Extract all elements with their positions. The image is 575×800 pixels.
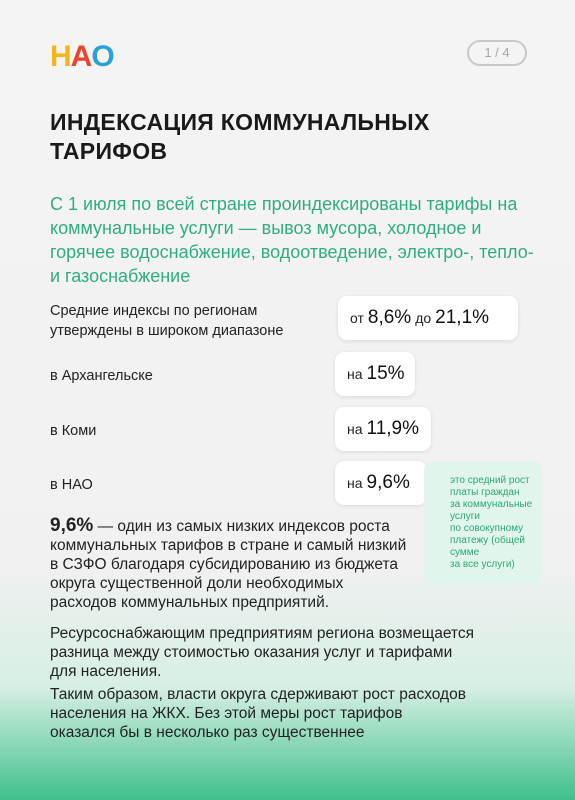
highlight-value: 9,6%: [50, 515, 94, 536]
index-value: 11,9%: [366, 418, 419, 439]
conclusion-text: [50, 685, 550, 742]
para-line: Таким образом, власти округа сдерживают рост расходов: [50, 686, 466, 703]
page-title: ИНДЕКСАЦИЯ КОММУНАЛЬНЫХ ТАРИФОВ: [50, 109, 430, 164]
page-indicator: 1 / 4: [467, 40, 527, 66]
row-label-regions: [50, 301, 283, 341]
para-line: разница между стоимостью оказания услуг и тарифами: [50, 644, 453, 661]
index-card-komi: [335, 407, 431, 451]
para-line: расходов коммунальных предприятий.: [50, 594, 330, 611]
brand-logo: [50, 42, 114, 72]
note-line: платы граждан: [450, 487, 520, 498]
index-prefix: на: [347, 421, 363, 437]
note-line: это средний рост: [450, 475, 530, 486]
note-line: по совокупному: [450, 523, 524, 534]
row-label-line: утверждены в широком диапазоне: [50, 323, 284, 339]
index-prefix: на: [347, 475, 363, 491]
logo-letter-1: Н: [50, 40, 71, 73]
row-label-komi: в Коми: [50, 423, 97, 439]
range-from-prefix: от: [350, 310, 364, 326]
para-line: — один из самых низких индексов роста: [93, 518, 390, 535]
logo-letter-3: О: [91, 40, 114, 73]
index-prefix: на: [347, 366, 363, 382]
para-line: в СЗФО благодаря субсидированию из бюджета: [50, 556, 399, 573]
para-line: коммунальных тарифов в стране и самый низкий: [50, 537, 407, 554]
index-value: 9,6%: [366, 472, 410, 493]
logo-letter-2: А: [70, 40, 92, 73]
para-line: населения на ЖКХ. Без этой меры рост тарифов: [50, 705, 403, 722]
row-label-line: Средние индексы по регионам: [50, 303, 258, 319]
compensation-text: [50, 624, 550, 681]
row-label-nao: в НАО: [50, 477, 93, 493]
index-range-card: [338, 296, 518, 340]
range-to-prefix: до: [415, 310, 432, 326]
row-label-arkhangelsk: в Архангельске: [50, 368, 153, 384]
note-line: платежу (общей: [450, 535, 525, 546]
para-line: оказался бы в несколько раз существеннее: [50, 724, 365, 741]
para-line: для населения.: [50, 663, 162, 680]
range-to-value: 21,1%: [435, 307, 490, 328]
index-value: 15%: [366, 363, 405, 384]
lead-text: С 1 июля по всей стране проиндексированы тарифы на коммунальные услуги — вывоз мусора, холодное и горячее водоснабжение, водоотведение, электро-, тепло- и газоснабжение: [50, 194, 534, 286]
index-card-arkhangelsk: [335, 352, 415, 396]
para-line: округа существенной доли необходимых: [50, 575, 344, 592]
note-line: за коммунальные: [450, 499, 533, 510]
note-line: сумме: [450, 547, 480, 558]
nao-explanation: [50, 516, 430, 612]
note-line: за все услуги): [450, 559, 515, 570]
index-card-nao: [335, 461, 427, 505]
nao-footnote: [424, 461, 542, 585]
para-line: Ресурсоснабжающим предприятиям региона возмещается: [50, 625, 475, 642]
note-line: услуги: [450, 511, 480, 522]
range-from-value: 8,6%: [367, 307, 412, 328]
